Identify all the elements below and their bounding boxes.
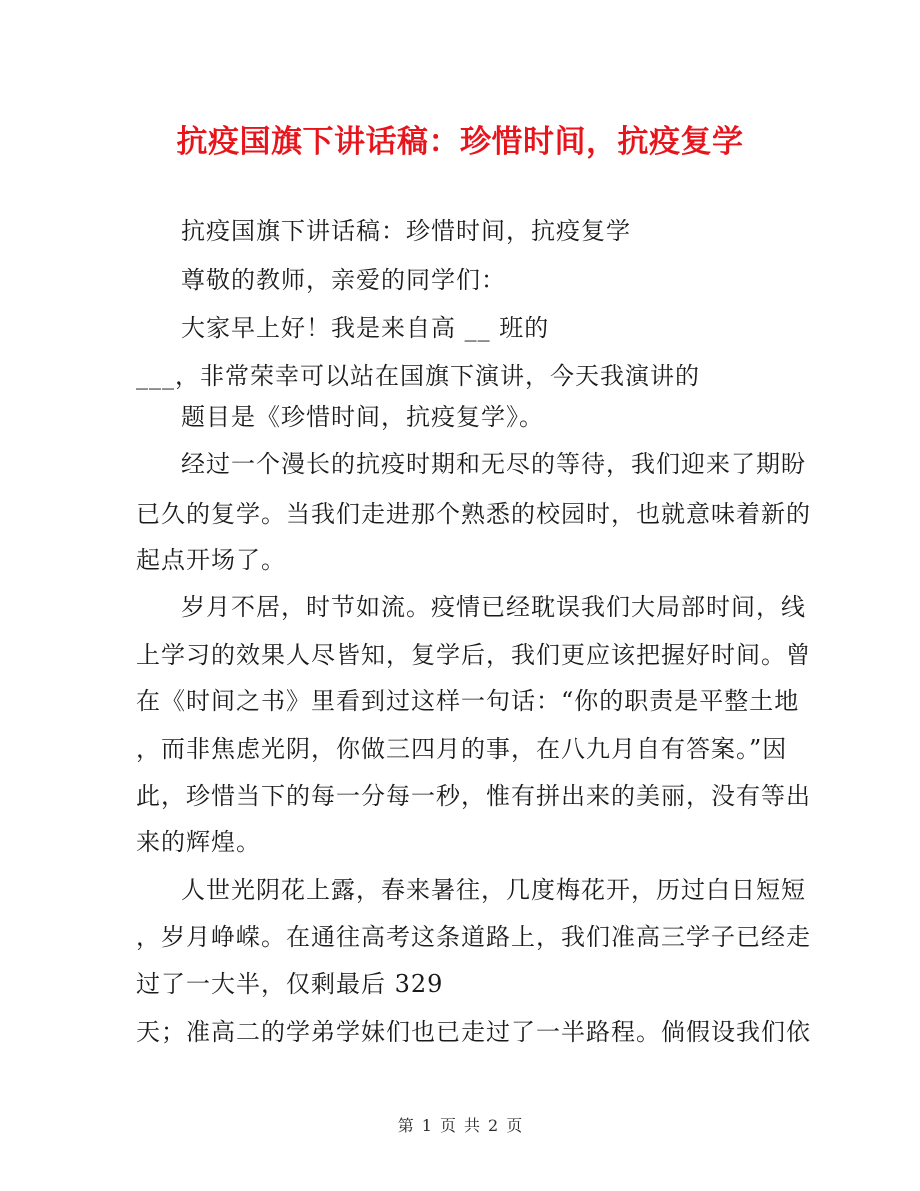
footer-page-word: 页 bbox=[439, 1116, 456, 1135]
subtitle-line: 抗疫国旗下讲话稿：珍惜时间，抗疫复学 bbox=[181, 217, 631, 245]
paragraph-line: 题目是《珍惜时间，抗疫复学》。 bbox=[181, 403, 544, 431]
paragraph-line: 来的辉煌。 bbox=[136, 828, 261, 856]
footer-total-prefix: 共 bbox=[464, 1116, 481, 1135]
document-title: 抗疫国旗下讲话稿：珍惜时间，抗疫复学 bbox=[176, 124, 744, 160]
paragraph-line: 岁月不居，时节如流。疫情已经耽误我们大局部时间，线 bbox=[181, 593, 806, 621]
current-page-number: 1 bbox=[421, 1116, 432, 1135]
footer-prefix: 第 bbox=[397, 1116, 414, 1135]
paragraph-line: 人世光阴花上露，春来暑往，几度梅花开，历过白日短短 bbox=[181, 876, 806, 904]
paragraph-line: ，岁月峥嵘。在通往高考这条道路上，我们准高三学子已经走 bbox=[136, 923, 811, 951]
total-page-number: 2 bbox=[488, 1116, 499, 1135]
paragraph-line: 上学习的效果人尽皆知，复学后，我们更应该把握好时间。曾 bbox=[136, 641, 811, 669]
salutation-line: 尊敬的教师，亲爱的同学们： bbox=[181, 266, 506, 294]
paragraph-line: 经过一个漫长的抗疫时期和无尽的等待，我们迎来了期盼 bbox=[181, 450, 806, 478]
footer-suffix: 页 bbox=[506, 1116, 523, 1135]
paragraph-line: 此，珍惜当下的每一分每一秒，惟有拼出来的美丽，没有等出 bbox=[136, 782, 811, 810]
page-footer bbox=[0, 1113, 920, 1136]
paragraph-line: 大家早上好！我是来自高 __ 班的 bbox=[181, 314, 550, 342]
paragraph-line: 起点开场了。 bbox=[136, 546, 286, 574]
paragraph-line: ___，非常荣幸可以站在国旗下演讲，今天我演讲的 bbox=[136, 362, 700, 390]
paragraph-line: 已久的复学。当我们走进那个熟悉的校园时，也就意味着新的 bbox=[136, 500, 811, 528]
paragraph-line: ，而非焦虑光阴，你做三四月的事，在八九月自有答案。”因 bbox=[136, 735, 788, 763]
paragraph-line: 天；准高二的学弟学妹们也已走过了一半路程。倘假设我们依 bbox=[136, 1018, 811, 1046]
paragraph-line: 过了一大半，仅剩最后 329 bbox=[136, 970, 444, 998]
paragraph-line: 在《时间之书》里看到过这样一句话：“你的职责是平整土地 bbox=[136, 687, 800, 715]
